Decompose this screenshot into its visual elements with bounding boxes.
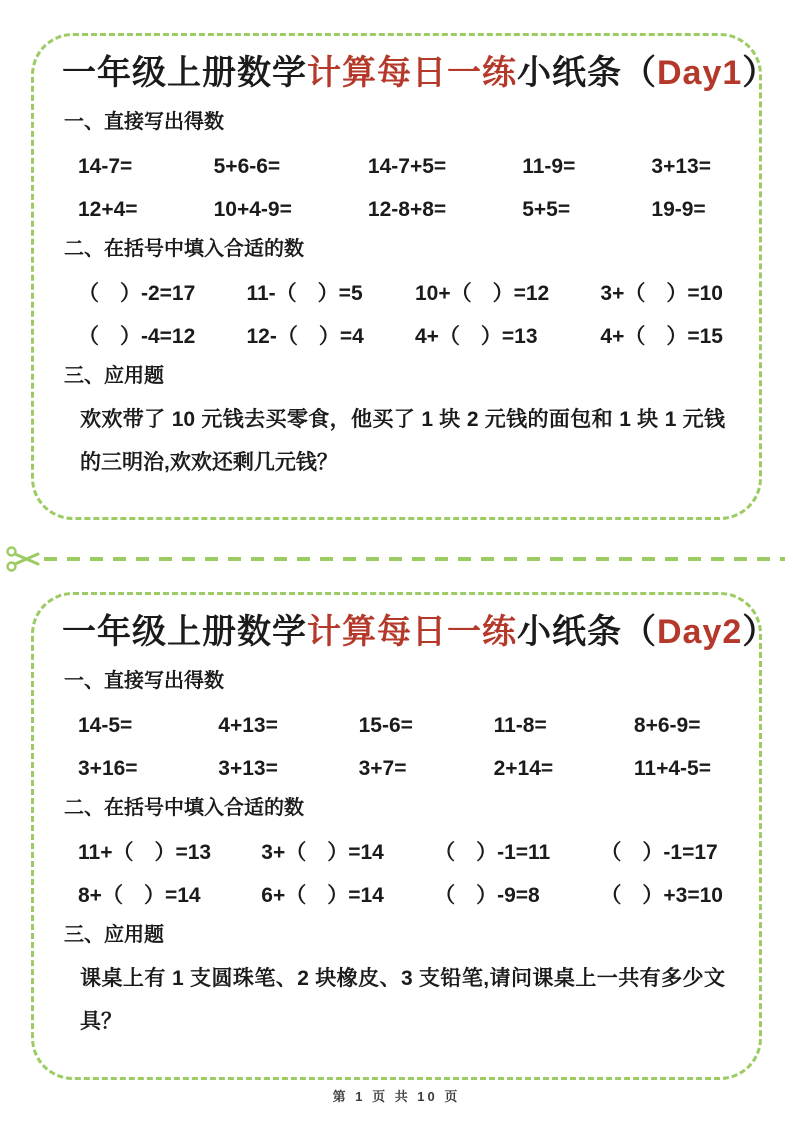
equation: 3+13= — [651, 155, 711, 178]
equation: 2+14= — [493, 757, 554, 780]
title-paren-open: （ — [622, 54, 657, 92]
equation: （ ）-9=8 — [434, 884, 540, 907]
equation: 10+4-9= — [213, 198, 292, 221]
equation-grid — [78, 840, 723, 909]
cut-line — [6, 544, 785, 574]
equation: 14-7+5= — [367, 155, 447, 178]
equation: 8+（ ）=14 — [78, 884, 201, 907]
section-heading-fill-brackets: 二、在括号中填入合适的数 — [64, 238, 304, 260]
equation: 3+（ ）=14 — [261, 841, 384, 864]
equation: 11-8= — [493, 714, 547, 737]
equation: 6+（ ）=14 — [261, 884, 384, 907]
equation: 8+6-9= — [633, 714, 701, 737]
equation: 12+4= — [78, 198, 138, 221]
equation: 14-7= — [78, 155, 133, 178]
cut-dashes — [44, 557, 785, 561]
title-highlight: 计算每日一练 — [307, 613, 517, 651]
section-heading-word-problem: 三、应用题 — [64, 924, 164, 946]
word-problem: 课桌上有 1 支圆珠笔、2 块橡皮、3 支铅笔,请问课桌上一共有多少文具？ — [80, 967, 725, 1033]
page-footer: 第 1 页 共 10 页 — [332, 1089, 461, 1104]
day2-card — [31, 592, 778, 1080]
title-prefix: 一年级上册数学 — [62, 54, 307, 92]
equation: 3+16= — [78, 757, 138, 780]
section-heading-direct-calc: 一、直接写出得数 — [64, 670, 224, 692]
equation: （ ）+3=10 — [600, 884, 723, 907]
day-label: Day2 — [657, 613, 743, 651]
section-heading-fill-brackets: 二、在括号中填入合适的数 — [64, 797, 304, 819]
equation: 12-8+8= — [367, 198, 447, 221]
equation-grid — [78, 713, 711, 782]
equation: 15-6= — [358, 714, 413, 737]
equation: 4+（ ）=13 — [414, 325, 538, 348]
equation: （ ）-2=17 — [78, 282, 196, 305]
title-paren-close: ） — [742, 613, 778, 651]
section-heading-direct-calc: 一、直接写出得数 — [64, 111, 224, 133]
title-prefix: 一年级上册数学 — [62, 613, 307, 651]
title-suffix: 小纸条 — [517, 613, 622, 651]
equation: 19-9= — [651, 198, 706, 221]
equation-grid — [78, 281, 723, 350]
equation: 14-5= — [78, 714, 133, 737]
equation: 11+（ ）=13 — [78, 841, 212, 864]
equation: 4+13= — [218, 714, 278, 737]
equation: 3+（ ）=10 — [600, 282, 723, 305]
equation: 11-9= — [522, 155, 576, 178]
equation: 3+13= — [218, 757, 278, 780]
equation: 11+4-5= — [633, 757, 711, 780]
title-paren-open: （ — [622, 613, 657, 651]
equation: 11-（ ）=5 — [246, 282, 363, 305]
equation-grid — [78, 154, 711, 223]
equation: （ ）-1=17 — [600, 841, 718, 864]
equation: 5+5= — [522, 198, 571, 221]
title-suffix: 小纸条 — [517, 54, 622, 92]
day1-card — [31, 33, 778, 520]
section-heading-word-problem: 三、应用题 — [64, 365, 164, 387]
equation: 5+6-6= — [213, 155, 281, 178]
equation: 3+7= — [358, 757, 407, 780]
title-paren-close: ） — [742, 54, 778, 92]
day-label: Day1 — [657, 54, 743, 92]
word-problem: 欢欢带了 10 元钱去买零食，他买了 1 块 2 元钱的面包和 1 块 1 元钱的三明治,欢欢还剩几元钱？ — [80, 408, 725, 474]
equation: 4+（ ）=15 — [600, 325, 723, 348]
equation: 10+（ ）=12 — [414, 282, 550, 305]
equation: 12-（ ）=4 — [246, 325, 364, 348]
day1-title — [62, 50, 778, 96]
scissors-icon — [6, 545, 40, 573]
equation: （ ）-4=12 — [78, 325, 196, 348]
equation: （ ）-1=11 — [434, 841, 551, 864]
day2-title — [62, 609, 778, 655]
title-highlight: 计算每日一练 — [307, 54, 517, 92]
